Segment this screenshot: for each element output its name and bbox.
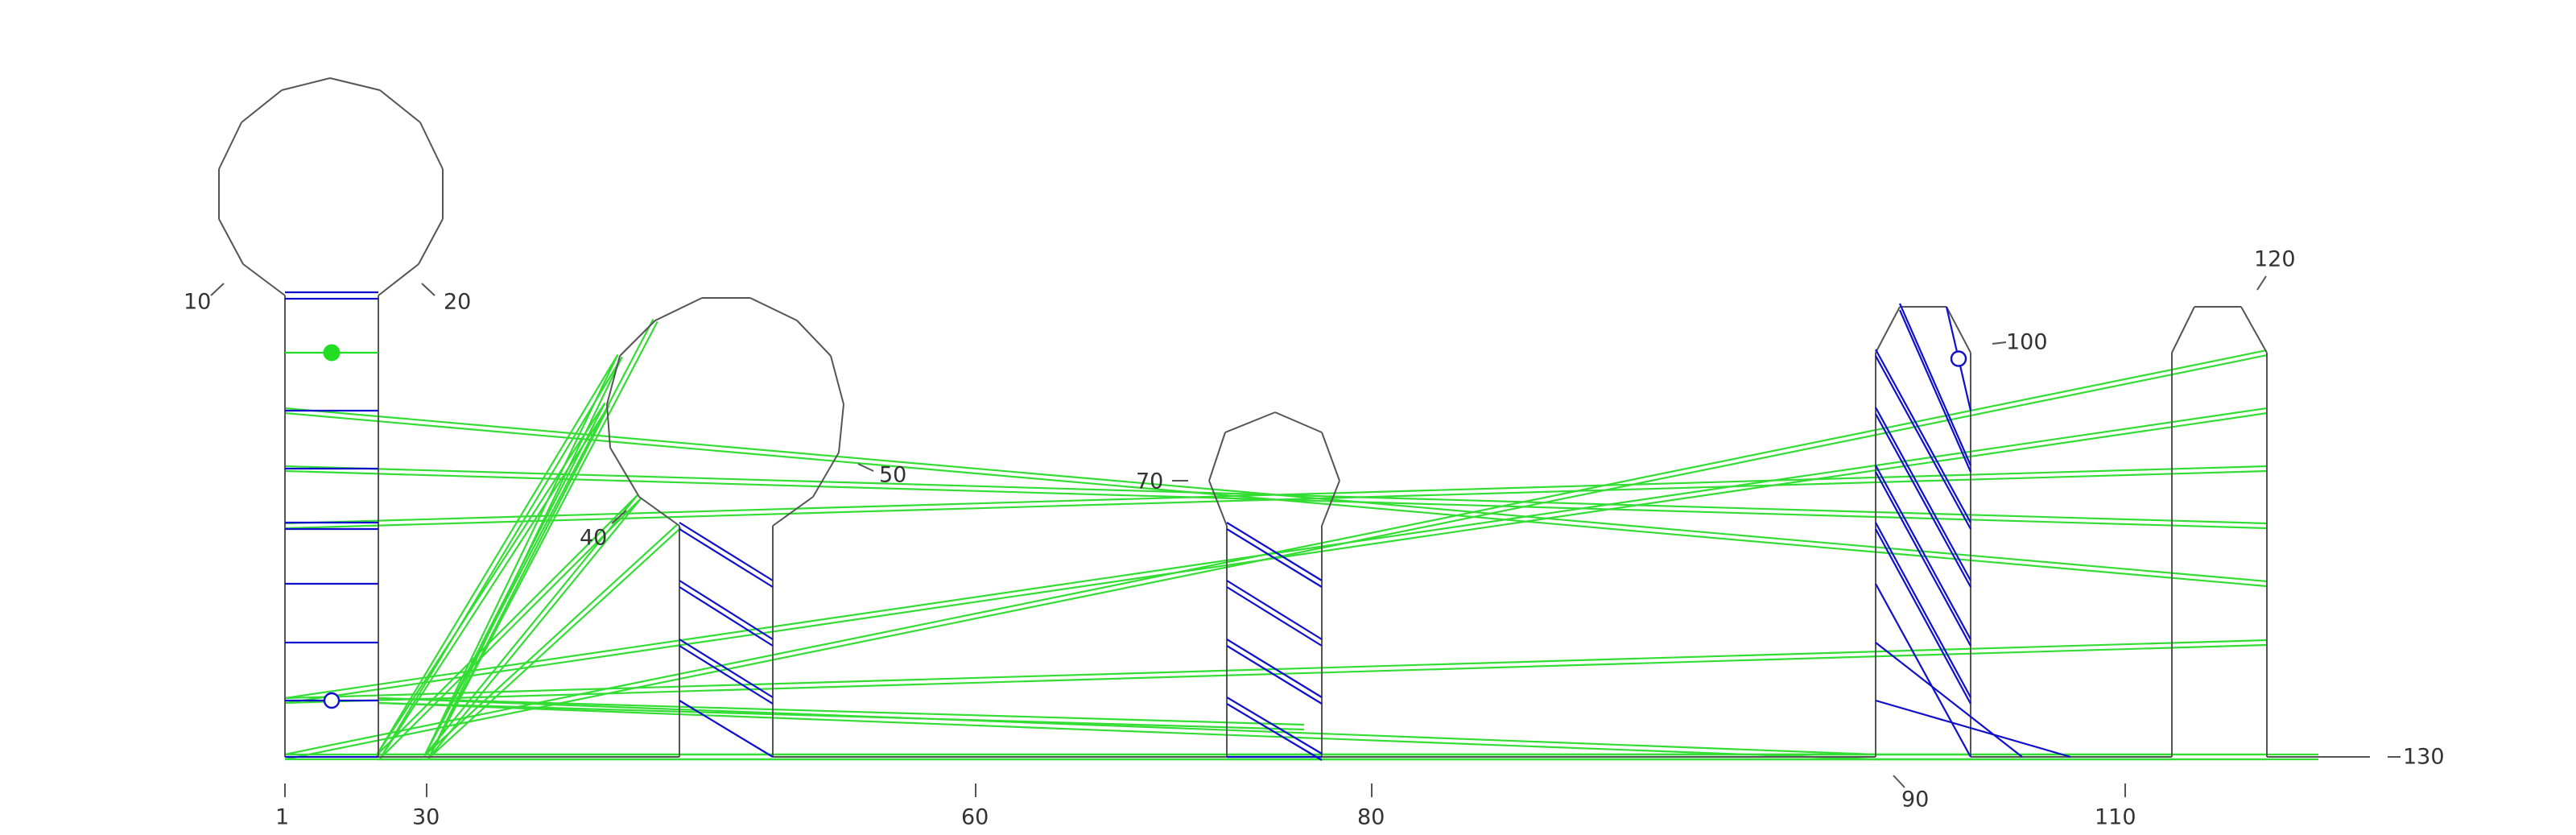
backbone-segment xyxy=(420,122,443,169)
backbone-segment xyxy=(2241,307,2267,353)
base-pair-38-54 xyxy=(679,587,773,646)
position-label-40: 40 xyxy=(580,525,608,551)
backbone-segment xyxy=(839,404,844,453)
base-pair-97-103 xyxy=(1876,356,1971,529)
base-pair-2-28-wobble-marker xyxy=(324,693,339,708)
base-pair-98-102 xyxy=(1900,310,1971,472)
tertiary-interaction-line-4 xyxy=(285,408,2267,581)
position-label-20: 20 xyxy=(444,289,472,315)
backbone-segment xyxy=(655,298,702,320)
tick-10 xyxy=(211,283,224,296)
base-pair-92-108 xyxy=(1876,643,2022,757)
position-label-100: 100 xyxy=(2006,329,2048,355)
tertiary-interaction-line-8 xyxy=(378,698,1876,754)
backbone-segment xyxy=(797,320,831,356)
position-label-120: 120 xyxy=(2254,246,2296,272)
base-pair-91-109 xyxy=(1876,701,2070,757)
base-pair-66-79 xyxy=(1227,697,1322,754)
backbone-segment xyxy=(378,264,419,296)
position-label-90: 90 xyxy=(1901,787,1930,812)
base-pair-66-79 xyxy=(1227,704,1322,760)
base-pair-37-55 xyxy=(679,646,773,704)
backbone-segment xyxy=(282,78,330,90)
tertiary-interaction-line-17 xyxy=(425,524,678,755)
base-pair-38-54 xyxy=(679,581,773,639)
tick-90 xyxy=(1893,775,1905,787)
backbone-segment xyxy=(419,219,443,264)
tertiary-interaction-line-8 xyxy=(378,703,1876,759)
base-pair-99-101-wobble-marker xyxy=(1951,352,1966,366)
base-pair-68-77 xyxy=(1227,581,1322,639)
position-label-60: 60 xyxy=(961,804,989,830)
backbone-segment xyxy=(831,356,844,404)
backbone-segment xyxy=(2172,307,2194,353)
backbone-segment xyxy=(219,122,242,169)
base-pair-68-77 xyxy=(1227,587,1322,646)
backbone-segment xyxy=(243,264,285,296)
base-pair-37-55 xyxy=(679,639,773,697)
base-pair-39-53 xyxy=(679,523,773,581)
backbone-segment xyxy=(1322,432,1340,481)
base-pair-39-53 xyxy=(679,529,773,587)
backbone-segment xyxy=(1209,481,1227,526)
tertiary-interaction-line-17 xyxy=(428,527,681,759)
backbone-segment xyxy=(773,497,813,526)
backbone-segment xyxy=(219,219,243,264)
base-pair-98-102 xyxy=(1900,304,1971,465)
backbone-segment xyxy=(750,298,797,320)
backbone-segment xyxy=(1275,412,1322,432)
position-label-130: 130 xyxy=(2403,744,2445,770)
position-label-50: 50 xyxy=(879,462,907,488)
tick-100 xyxy=(1992,342,2006,344)
backbone-segment xyxy=(1876,307,1900,353)
base-pair-95-105 xyxy=(1876,465,1971,639)
backbone-segment xyxy=(610,448,639,497)
position-label-80: 80 xyxy=(1357,804,1385,830)
backbone-segment xyxy=(242,90,282,122)
backbone-segment xyxy=(380,90,420,122)
position-label-110: 110 xyxy=(2095,804,2136,830)
backbone-segment xyxy=(1225,412,1275,432)
position-label-70: 70 xyxy=(1136,469,1164,494)
backbone-segment xyxy=(330,78,380,90)
base-pair-8-22-noncanonical-marker xyxy=(324,345,340,361)
tick-20 xyxy=(422,283,435,296)
position-label-1: 1 xyxy=(275,804,290,830)
backbone-segment xyxy=(1209,432,1225,481)
tertiary-interaction-line-9 xyxy=(378,703,1304,730)
position-label-30: 30 xyxy=(412,804,440,830)
position-label-10: 10 xyxy=(184,289,212,315)
tick-120 xyxy=(2257,276,2266,290)
backbone-segment xyxy=(1946,307,1971,353)
